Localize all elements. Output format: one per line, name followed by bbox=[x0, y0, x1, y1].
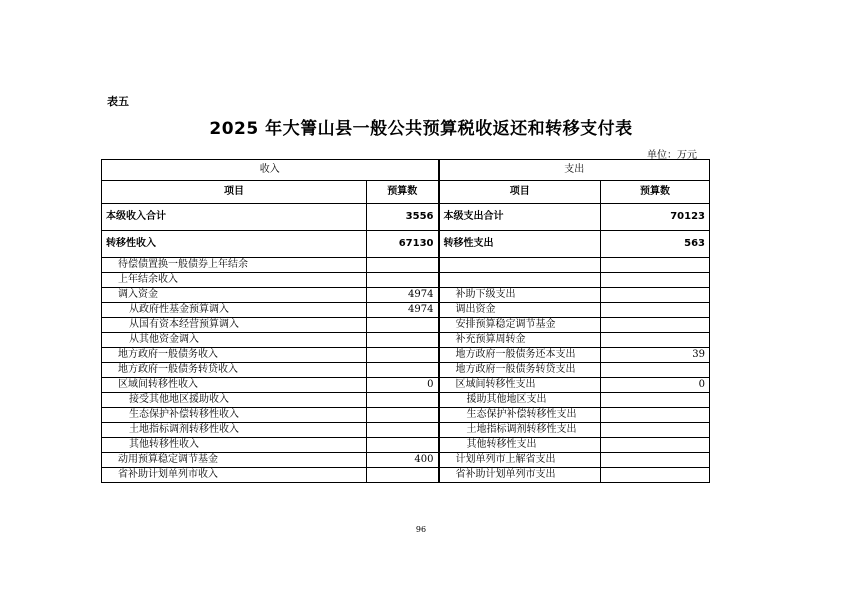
income-value bbox=[367, 438, 439, 453]
income-value bbox=[367, 258, 439, 273]
expenditure-value bbox=[601, 438, 710, 453]
income-value bbox=[367, 348, 439, 363]
expenditure-value bbox=[601, 273, 710, 288]
expenditure-item: 安排预算稳定调节基金 bbox=[439, 318, 601, 333]
income-item: 动用预算稳定调节基金 bbox=[102, 453, 367, 468]
income-value: 0 bbox=[367, 378, 439, 393]
income-budget-header: 预算数 bbox=[367, 181, 439, 204]
expenditure-value: 563 bbox=[601, 231, 710, 258]
income-item: 待偿债置换一般债券上年结余 bbox=[102, 258, 367, 273]
expenditure-value bbox=[601, 393, 710, 408]
section-header-row bbox=[102, 160, 710, 181]
expenditure-value: 0 bbox=[601, 378, 710, 393]
expenditure-value bbox=[601, 333, 710, 348]
expenditure-item bbox=[439, 258, 601, 273]
income-value: 4974 bbox=[367, 303, 439, 318]
table-row bbox=[102, 204, 710, 231]
table-row bbox=[102, 348, 710, 363]
expenditure-item: 生态保护补偿转移性支出 bbox=[439, 408, 601, 423]
column-header-row bbox=[102, 181, 710, 204]
expenditure-item: 区域间转移性支出 bbox=[439, 378, 601, 393]
table-row bbox=[102, 468, 710, 483]
table-row bbox=[102, 273, 710, 288]
income-item: 从政府性基金预算调入 bbox=[102, 303, 367, 318]
unit-label: 单位：万元 bbox=[647, 150, 697, 161]
expenditure-item: 计划单列市上解省支出 bbox=[439, 453, 601, 468]
table-row bbox=[102, 231, 710, 258]
table-row bbox=[102, 303, 710, 318]
expenditure-value bbox=[601, 303, 710, 318]
income-value bbox=[367, 423, 439, 438]
table-row bbox=[102, 453, 710, 468]
page-number: 96 bbox=[415, 525, 427, 534]
table-row bbox=[102, 318, 710, 333]
expenditure-item: 补充预算周转金 bbox=[439, 333, 601, 348]
income-item: 接受其他地区援助收入 bbox=[102, 393, 367, 408]
income-value bbox=[367, 333, 439, 348]
income-item: 上年结余收入 bbox=[102, 273, 367, 288]
income-item: 从国有资本经营预算调入 bbox=[102, 318, 367, 333]
expenditure-item: 调出资金 bbox=[439, 303, 601, 318]
expenditure-item: 地方政府一般债务还本支出 bbox=[439, 348, 601, 363]
budget-table bbox=[101, 159, 710, 483]
income-item-header: 项目 bbox=[102, 181, 367, 204]
income-value bbox=[367, 393, 439, 408]
table-row bbox=[102, 333, 710, 348]
income-item: 生态保护补偿转移性收入 bbox=[102, 408, 367, 423]
expenditure-value bbox=[601, 453, 710, 468]
income-item: 省补助计划单列市收入 bbox=[102, 468, 367, 483]
page-title: 2025 年大箐山县一般公共预算税收返还和转移支付表 bbox=[209, 119, 633, 139]
expenditure-item-header: 项目 bbox=[439, 181, 601, 204]
table-row bbox=[102, 378, 710, 393]
table-row bbox=[102, 288, 710, 303]
expenditure-item: 地方政府一般债务转贷支出 bbox=[439, 363, 601, 378]
expenditure-value bbox=[601, 288, 710, 303]
income-item: 其他转移性收入 bbox=[102, 438, 367, 453]
income-value: 67130 bbox=[367, 231, 439, 258]
table-row bbox=[102, 363, 710, 378]
income-item: 地方政府一般债务转贷收入 bbox=[102, 363, 367, 378]
income-item: 土地指标调剂转移性收入 bbox=[102, 423, 367, 438]
expenditure-item: 本级支出合计 bbox=[439, 204, 601, 231]
income-item: 区域间转移性收入 bbox=[102, 378, 367, 393]
expenditure-value bbox=[601, 363, 710, 378]
table-row bbox=[102, 438, 710, 453]
expenditure-value bbox=[601, 423, 710, 438]
income-value: 400 bbox=[367, 453, 439, 468]
income-value bbox=[367, 468, 439, 483]
income-item: 转移性收入 bbox=[102, 231, 367, 258]
table-row bbox=[102, 393, 710, 408]
expenditure-item: 转移性支出 bbox=[439, 231, 601, 258]
income-item: 本级收入合计 bbox=[102, 204, 367, 231]
table-row bbox=[102, 423, 710, 438]
expenditure-value: 39 bbox=[601, 348, 710, 363]
expenditure-item: 补助下级支出 bbox=[439, 288, 601, 303]
expenditure-value bbox=[601, 318, 710, 333]
expenditure-value bbox=[601, 258, 710, 273]
income-item: 从其他资金调入 bbox=[102, 333, 367, 348]
expenditure-item: 省补助计划单列市支出 bbox=[439, 468, 601, 483]
income-header: 收入 bbox=[102, 160, 439, 181]
income-item: 调入资金 bbox=[102, 288, 367, 303]
expenditure-item: 其他转移性支出 bbox=[439, 438, 601, 453]
expenditure-item bbox=[439, 273, 601, 288]
expenditure-value: 70123 bbox=[601, 204, 710, 231]
income-item: 地方政府一般债务收入 bbox=[102, 348, 367, 363]
income-value bbox=[367, 318, 439, 333]
expenditure-item: 援助其他地区支出 bbox=[439, 393, 601, 408]
expenditure-value bbox=[601, 408, 710, 423]
expenditure-item: 土地指标调剂转移性支出 bbox=[439, 423, 601, 438]
table-label: 表五 bbox=[107, 95, 129, 108]
table-row bbox=[102, 408, 710, 423]
expenditure-value bbox=[601, 468, 710, 483]
table-row bbox=[102, 258, 710, 273]
income-value: 4974 bbox=[367, 288, 439, 303]
income-value bbox=[367, 408, 439, 423]
expenditure-header: 支出 bbox=[439, 160, 710, 181]
income-value: 3556 bbox=[367, 204, 439, 231]
income-value bbox=[367, 363, 439, 378]
expenditure-budget-header: 预算数 bbox=[601, 181, 710, 204]
income-value bbox=[367, 273, 439, 288]
